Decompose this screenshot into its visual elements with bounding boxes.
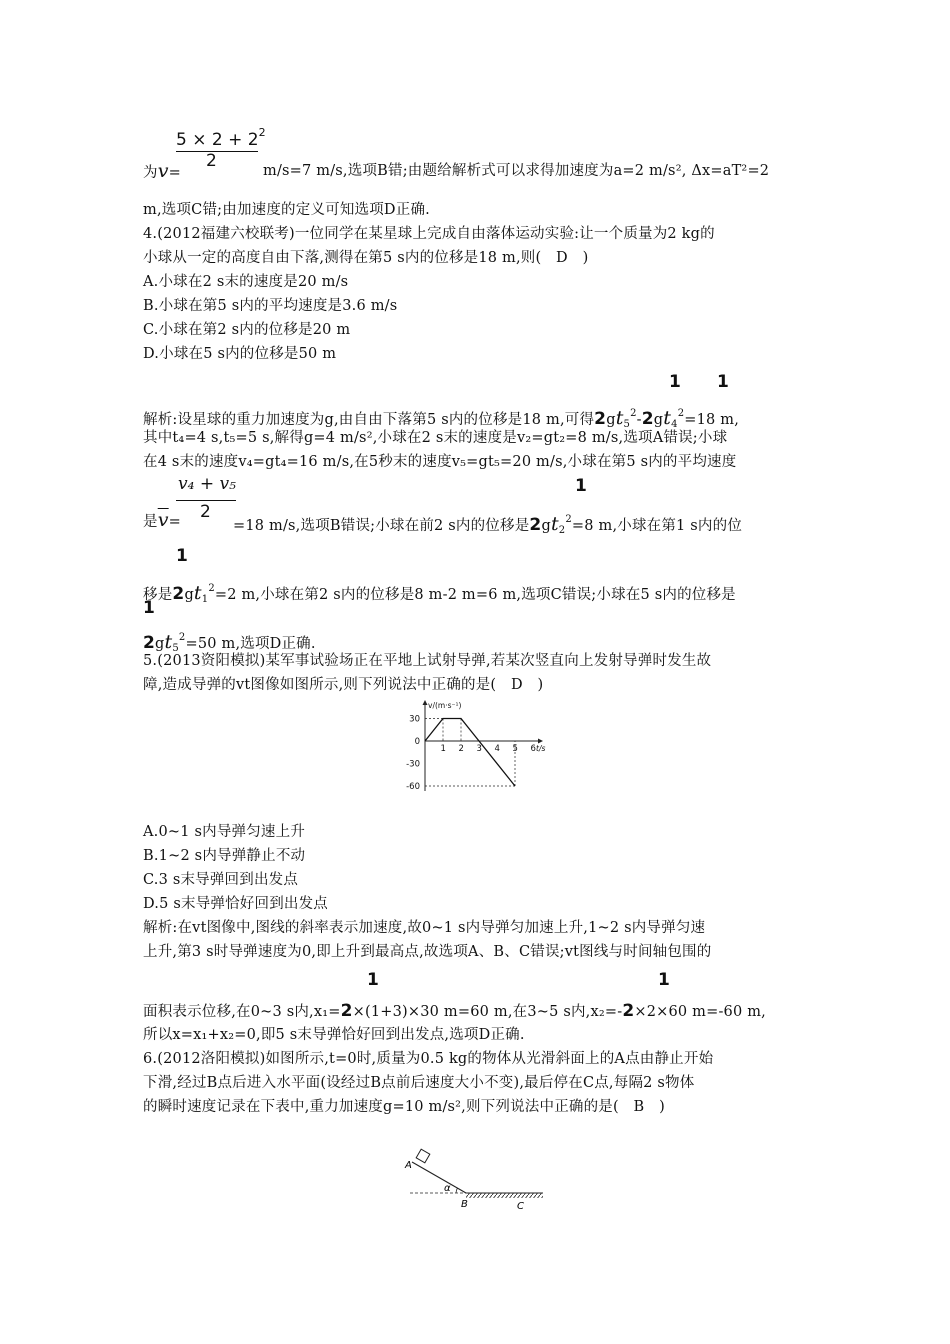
- q4-analysis-line3: 在4 s末的速度v₄=gt₄=16 m/s,在5秒末的速度v₅=gt₅=20 m/s,小球在第5 s内的平均速度: [143, 454, 737, 470]
- q4-stem-line1: 4.(2012福建六校联考)一位同学在某星球上完成自由落体运动实验:让一个质量为2 kg的: [143, 226, 715, 242]
- q4-l4-middle: =18 m/s,选项B错误;小球在前2 s内的位移是: [233, 518, 530, 534]
- q5-stem-line1: 5.(2013资阳模拟)某军事试验场正在平地上试射导弹,若某次竖直向上发射导弹时发生故: [143, 653, 712, 669]
- y-tick-label: 0: [414, 737, 420, 747]
- v-bar-symbol: $\overline{v}$: [157, 509, 169, 531]
- block: [416, 1149, 430, 1163]
- fraction-bar: [176, 151, 258, 152]
- q5-l3-part3: ×2×60 m=-60 m,: [634, 1004, 766, 1020]
- t4-subscript: 4: [671, 419, 678, 430]
- q5-option-d: D.5 s末导弹恰好回到出发点: [143, 896, 328, 912]
- incline-diagram: [400, 1140, 550, 1215]
- half-denominator: 2: [143, 633, 156, 653]
- t5-subscript: 5: [623, 419, 631, 430]
- q4-option-b: B.小球在第5 s内的平均速度是3.6 m/s: [143, 298, 398, 314]
- g-symbol: g: [541, 518, 551, 534]
- t-symbol: t: [663, 407, 672, 429]
- q5-option-c: C.3 s末导弹回到出发点: [143, 872, 299, 888]
- q4-analysis-line5: [143, 579, 736, 610]
- q5-option-b: B.1~2 s内导弹静止不动: [143, 848, 306, 864]
- x-axis-label: t/s: [536, 744, 546, 753]
- q5-analysis-line3: [143, 1001, 766, 1022]
- x-tick-label: 1: [440, 744, 446, 754]
- label-a: A: [405, 1160, 412, 1171]
- y-tick-label: -60: [406, 782, 420, 792]
- half-numerator: 1: [575, 476, 587, 496]
- half-numerator: 1: [717, 372, 729, 392]
- half-denominator: 2: [529, 515, 542, 535]
- q6-stem-line1: 6.(2012洛阳模拟)如图所示,t=0时,质量为0.5 kg的物体从光滑斜面上的A点由静止开始: [143, 1051, 714, 1067]
- v-symbol: v: [157, 160, 169, 182]
- numerator-exponent: 2: [258, 126, 266, 139]
- g-symbol: g: [606, 412, 616, 428]
- t1-subscript: 1: [201, 594, 209, 605]
- fraction-bar: [176, 500, 236, 501]
- p1-equals: =: [168, 165, 181, 181]
- q4-l4-suffix: =8 m,小球在第1 s内的位: [571, 518, 743, 534]
- y-tick-label: 30: [409, 714, 420, 725]
- q5-l3-part1: 面积表示位移,在0~3 s内,x₁=: [143, 1004, 341, 1020]
- fraction-numerator: [176, 126, 266, 150]
- q4-option-d: D.小球在5 s内的位移是50 m: [143, 346, 337, 362]
- half-denominator: 2: [340, 1001, 353, 1021]
- square-exponent: 2: [178, 632, 186, 643]
- fraction-denominator: 2: [206, 151, 217, 171]
- t-symbol: t: [615, 407, 624, 429]
- half-numerator: 1: [367, 970, 379, 990]
- q5-analysis-line1: 解析:在vt图像中,图线的斜率表示加速度,故0~1 s内导弹匀加速上升,1~2 s内导弹匀速: [143, 920, 706, 936]
- q5-analysis-line2: 上升,第3 s时导弹速度为0,即上升到最高点,故选项A、B、C错误;vt图线与时间轴包围的: [143, 944, 712, 960]
- q4-l5-prefix: 移是: [143, 587, 173, 603]
- avg-velocity-denominator: 2: [200, 502, 211, 522]
- x-axis-arrow: [538, 739, 543, 744]
- g-symbol: g: [184, 587, 194, 603]
- x-tick-label: 5: [512, 744, 518, 754]
- g-symbol: g: [653, 412, 664, 428]
- t-symbol: t: [193, 582, 202, 604]
- equals-sign: =: [168, 514, 181, 530]
- minus-sign: -: [636, 412, 642, 428]
- x-tick-label: 4: [494, 744, 500, 754]
- half-numerator: 1: [658, 970, 670, 990]
- x-tick-label: 6: [530, 744, 536, 754]
- x-tick-label: 3: [476, 744, 482, 754]
- t-symbol: t: [550, 513, 559, 535]
- q5-l3-part2: ×(1+3)×30 m=60 m,在3~5 s内,x₂=-: [352, 1004, 623, 1020]
- half-denominator: 2: [641, 409, 654, 429]
- q5-option-a: A.0~1 s内导弹匀速上升: [143, 824, 306, 840]
- half-numerator: 1: [669, 372, 681, 392]
- square-exponent: 2: [565, 514, 572, 525]
- y-axis-arrow: [423, 700, 428, 705]
- q5-analysis-line4: 所以x=x₁+x₂=0,即5 s末导弹恰好回到出发点,选项D正确.: [143, 1027, 525, 1043]
- ground-hatch: [466, 1193, 543, 1198]
- y-tick-label: -30: [406, 759, 420, 770]
- vt-graph: [378, 696, 546, 798]
- y-axis-label: v/(m·s⁻¹): [428, 701, 462, 710]
- p1-line1: [143, 161, 181, 183]
- q4-analysis-suffix: =18 m,: [684, 412, 740, 428]
- half-denominator: 2: [172, 584, 185, 604]
- label-c: C: [517, 1201, 524, 1212]
- half-denominator: 2: [622, 1001, 635, 1021]
- half-numerator: 1: [176, 546, 188, 566]
- t5-subscript: 5: [172, 643, 179, 654]
- t2-subscript: 2: [558, 525, 566, 536]
- p1-rest: m/s=7 m/s,选项B错;由题给解析式可以求得加速度为a=2 m/s², Δx=aT²=2: [263, 163, 770, 179]
- q6-stem-line2: 下滑,经过B点后进入水平面(设经过B点前后速度大小不变),最后停在C点,每隔2 s物体: [143, 1075, 695, 1091]
- q4-l4-prefix: 是: [143, 514, 158, 530]
- q4-analysis-line4-rest: [233, 510, 742, 541]
- q4-analysis-line2: 其中t₄=4 s,t₅=5 s,解得g=4 m/s²,小球在2 s末的速度是v₂=gt₂=8 m/s,选项A错误;小球: [143, 430, 728, 446]
- g-symbol: g: [155, 636, 165, 652]
- numerator-text: 5 × 2 + 2: [176, 130, 259, 150]
- q4-option-c: C.小球在第2 s内的位移是20 m: [143, 322, 351, 338]
- q4-stem-line2: 小球从一定的高度自由下落,测得在第5 s内的位移是18 m,则( D ): [143, 250, 589, 266]
- t-symbol: t: [164, 631, 173, 653]
- q4-l6-suffix: =50 m,选项D正确.: [185, 636, 316, 652]
- q6-stem-line3: 的瞬时速度记录在下表中,重力加速度g=10 m/s²,则下列说法中正确的是( B ): [143, 1099, 665, 1115]
- q4-l5-suffix: =2 m,小球在第2 s内的位移是8 m-2 m=6 m,选项C错误;小球在5 s内的位移是: [214, 587, 736, 603]
- q4-option-a: A.小球在2 s末的速度是20 m/s: [143, 274, 349, 290]
- p1-line2: m,选项C错;由加速度的定义可知选项D正确.: [143, 202, 430, 218]
- q4-analysis-prefix: 解析:设星球的重力加速度为g,由自由下落第5 s内的位移是18 m,可得: [143, 412, 595, 428]
- vt-line: [425, 719, 515, 787]
- half-denominator: 2: [594, 409, 607, 429]
- square-exponent: 2: [677, 408, 685, 419]
- q4-analysis-line4: [143, 510, 181, 532]
- square-exponent: 2: [630, 408, 637, 419]
- p1-prefix: 为: [143, 165, 158, 181]
- angle-arc: [456, 1188, 458, 1193]
- label-alpha: α: [444, 1183, 451, 1194]
- avg-velocity-numerator: v₄ + v₅: [178, 474, 236, 494]
- q5-stem-line2: 障,造成导弹的vt图像如图所示,则下列说法中正确的是( D ): [143, 677, 544, 693]
- incline-surface: [412, 1162, 466, 1193]
- square-exponent: 2: [208, 583, 215, 594]
- half-numerator: 1: [143, 598, 155, 618]
- label-b: B: [461, 1199, 468, 1210]
- x-tick-label: 2: [458, 744, 464, 754]
